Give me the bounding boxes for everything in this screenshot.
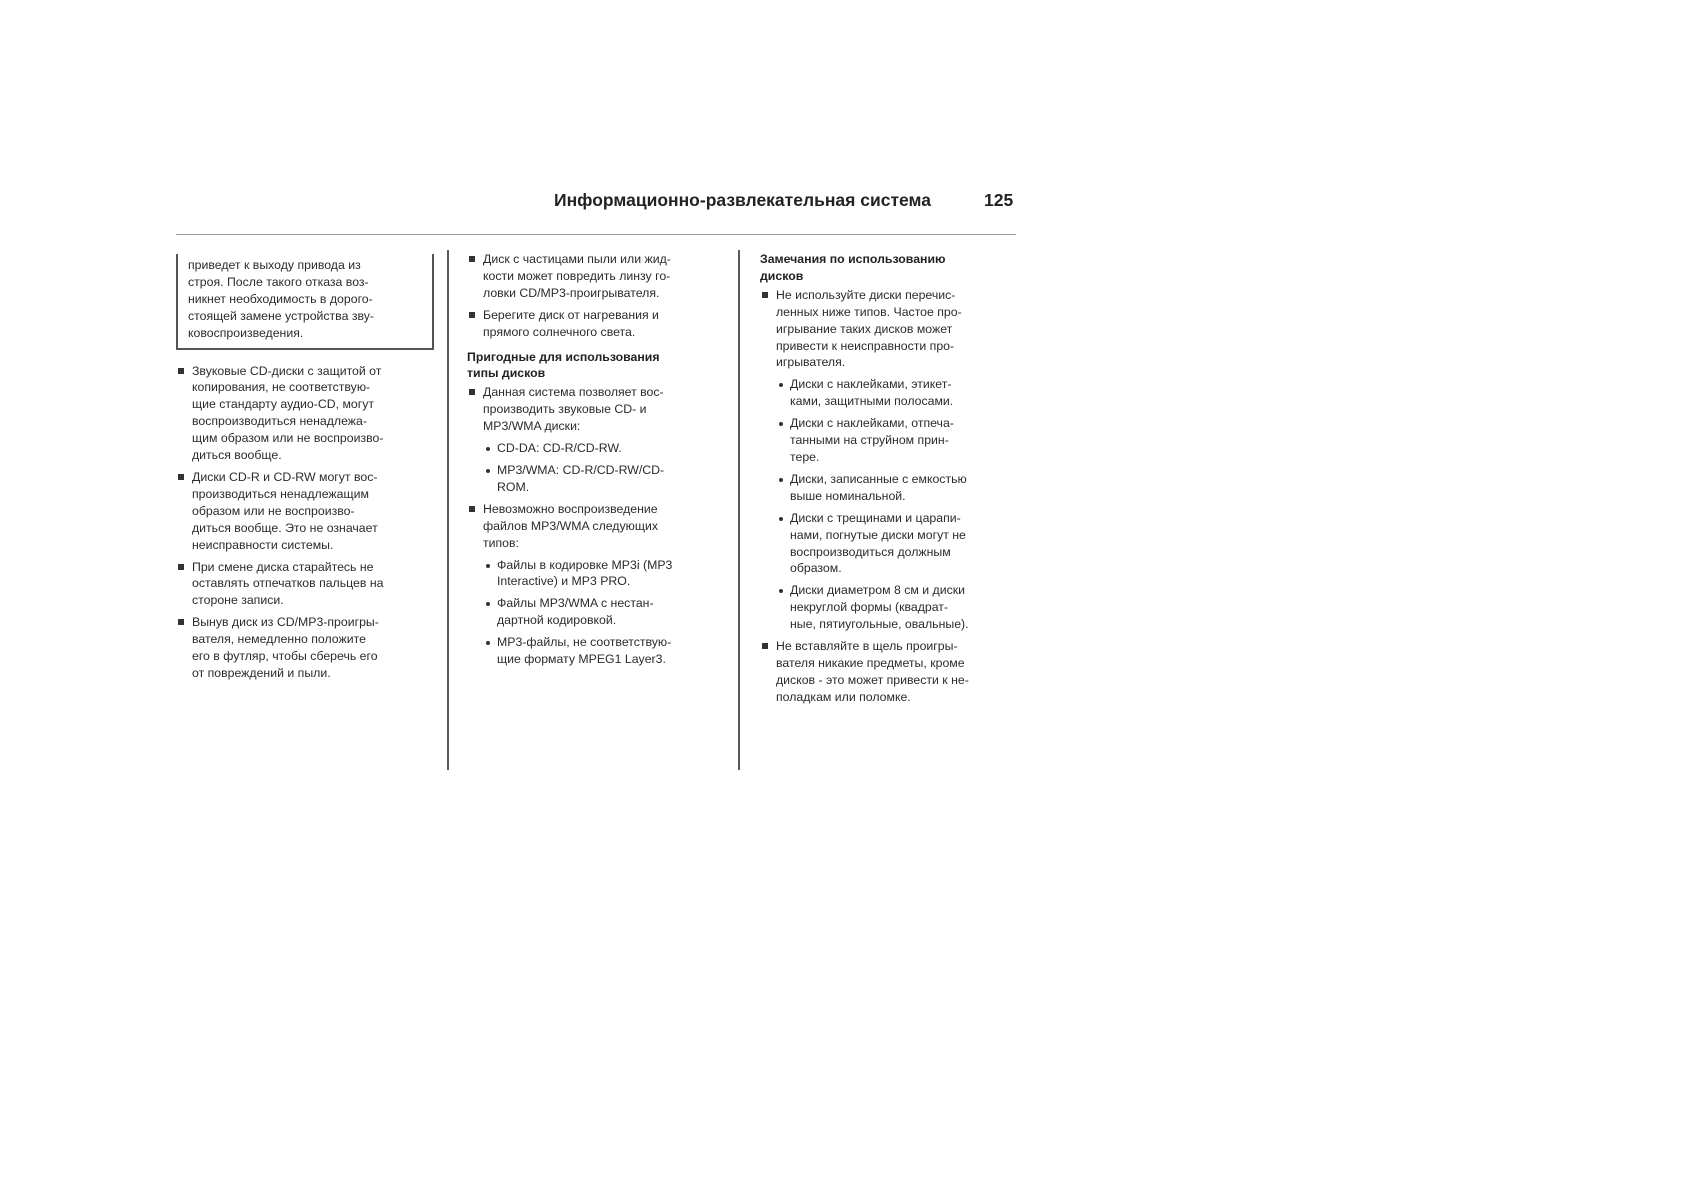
bullet-item (467, 384, 725, 435)
text-line: ловки CD/MP3-проигрывателя. (483, 285, 660, 300)
text-line: неисправности системы. (192, 537, 334, 552)
text-line: файлов MP3/WMA следующих (483, 518, 658, 533)
text-line: Пригодные для использования (467, 349, 660, 364)
notice-box (176, 254, 434, 350)
page-header (176, 190, 1016, 214)
section-heading (467, 349, 725, 383)
text-line: воспроизводиться должным (790, 544, 951, 559)
text-line: прямого солнечного света. (483, 324, 636, 339)
text-line: щие формату MPEG1 Layer3. (497, 652, 666, 667)
dot-bullet-icon (486, 447, 490, 451)
text-line: дисков (760, 268, 804, 283)
text-line: Диски с трещинами и царапи- (790, 510, 961, 525)
text-line: танными на струйном прин- (790, 433, 949, 448)
text-line: Диск с частицами пыли или жид- (483, 252, 671, 266)
text-line: кости может повредить линзу го- (483, 268, 671, 283)
column-divider-1 (447, 250, 449, 770)
dot-bullet-icon (779, 383, 783, 387)
text-line: При смене диска старайтесь не (192, 559, 374, 574)
text-line: Диски с наклейками, отпеча- (790, 416, 954, 431)
bullet-item (467, 501, 725, 552)
text-line: типов: (483, 535, 519, 550)
bullet-item (760, 638, 1020, 706)
text-line: Диски диаметром 8 см и диски (790, 583, 965, 598)
text-line: ные, пятиугольные, овальные). (790, 617, 969, 632)
bullet-item (760, 287, 1020, 372)
text-line: копирования, не соответствую- (192, 380, 371, 395)
text-line: Не вставляйте в щель проигры- (776, 639, 958, 654)
sub-bullet-item (467, 557, 725, 591)
text-line: производиться ненадлежащим (192, 486, 369, 501)
bullet-item (176, 614, 434, 682)
text-line: привести к неисправности про- (776, 338, 955, 353)
sub-bullet-item (467, 440, 725, 457)
sub-bullet-item (760, 471, 1020, 505)
text-line: Берегите диск от нагревания и (483, 307, 659, 322)
text-line: приведет к выходу привода из (188, 258, 361, 272)
text-line: стоящей замене устройства зву- (188, 308, 374, 323)
square-bullet-icon (178, 474, 184, 480)
text-line: игрывателя. (776, 355, 846, 370)
square-bullet-icon (469, 312, 475, 318)
square-bullet-icon (469, 256, 475, 262)
sub-bullet-item (467, 634, 725, 668)
text-line: тере. (790, 449, 820, 464)
text-line: Диски CD-R и CD-RW могут вос- (192, 469, 378, 484)
text-line: Невозможно воспроизведение (483, 501, 658, 516)
dot-bullet-icon (779, 478, 783, 482)
text-line: типы дисков (467, 366, 546, 381)
text-line: дисков - это может привести к не- (776, 672, 969, 687)
text-line: CD-DA: CD-R/CD-RW. (497, 441, 622, 456)
square-bullet-icon (469, 389, 475, 395)
text-line: ками, защитными полосами. (790, 394, 954, 409)
text-line: диться вообще. Это не означает (192, 520, 378, 535)
text-line: диться вообще. (192, 448, 282, 463)
sub-bullet-item (760, 510, 1020, 578)
square-bullet-icon (762, 292, 768, 298)
text-line: игрывание таких дисков может (776, 321, 953, 336)
text-line: нами, погнутые диски могут не (790, 527, 966, 542)
square-bullet-icon (178, 619, 184, 625)
text-line: щие стандарту аудио-CD, могут (192, 397, 375, 412)
header-divider (176, 234, 1016, 235)
dot-bullet-icon (486, 641, 490, 645)
text-line: ленных ниже типов. Частое про- (776, 304, 962, 319)
square-bullet-icon (762, 643, 768, 649)
text-line: его в футляр, чтобы сберечь его (192, 649, 378, 664)
column-2 (467, 251, 725, 673)
dot-bullet-icon (486, 469, 490, 473)
text-line: выше номинальной. (790, 488, 906, 503)
text-line: щим образом или не воспроизво- (192, 431, 384, 446)
bullet-item (176, 559, 434, 610)
sub-bullet-item (760, 376, 1020, 410)
page-number: 125 (984, 190, 1014, 210)
text-line: MP3-файлы, не соответствую- (497, 635, 672, 650)
square-bullet-icon (178, 564, 184, 570)
text-line: строя. После такого отказа воз- (188, 274, 369, 289)
text-line: стороне записи. (192, 593, 284, 608)
text-line: вателя, немедленно положите (192, 632, 366, 647)
sub-bullet-item (467, 462, 725, 496)
text-line: никнет необходимость в дорого- (188, 291, 373, 306)
dot-bullet-icon (486, 602, 490, 606)
column-1 (176, 251, 434, 687)
text-line: Interactive) и MP3 PRO. (497, 574, 631, 589)
text-line: ROM. (497, 479, 530, 494)
text-line: MP3/WMA: CD-R/CD-RW/CD- (497, 462, 665, 477)
sub-bullet-item (760, 415, 1020, 466)
sub-bullet-item (760, 582, 1020, 633)
text-line: поладкам или поломке. (776, 689, 911, 704)
text-line: воспроизводиться ненадлежа- (192, 414, 367, 429)
text-line: производить звуковые CD- и (483, 402, 647, 417)
text-line: Данная система позволяет вос- (483, 385, 664, 400)
text-line: вателя никакие предметы, кроме (776, 655, 965, 670)
text-line: ковоспроизведения. (188, 325, 304, 340)
text-line: Звуковые CD-диски с защитой от (192, 363, 382, 378)
square-bullet-icon (178, 368, 184, 374)
column-divider-2 (738, 250, 740, 770)
text-line: Не используйте диски перечис- (776, 287, 956, 302)
text-line: оставлять отпечатков пальцев на (192, 576, 384, 591)
square-bullet-icon (469, 506, 475, 512)
text-line: Вынув диск из CD/MP3-проигры- (192, 615, 379, 630)
bullet-item (176, 469, 434, 554)
text-line: образом или не воспроизво- (192, 503, 355, 518)
sub-bullet-item (467, 595, 725, 629)
bullet-item (467, 307, 725, 341)
text-line: MP3/WMA диски: (483, 419, 581, 434)
text-line: дартной кодировкой. (497, 613, 617, 628)
column-3 (760, 251, 1020, 711)
text-line: Диски, записанные с емкостью (790, 471, 967, 486)
section-heading (760, 251, 1020, 285)
text-line: Файлы в кодировке MP3i (MP3 (497, 557, 673, 572)
text-line: Замечания по использованию (760, 252, 946, 266)
text-line: образом. (790, 561, 842, 576)
header-title: Информационно-развлекательная система (554, 190, 931, 210)
dot-bullet-icon (779, 589, 783, 593)
bullet-item (176, 363, 434, 464)
dot-bullet-icon (486, 564, 490, 568)
dot-bullet-icon (779, 517, 783, 521)
bullet-item (467, 251, 725, 302)
text-line: Диски с наклейками, этикет- (790, 377, 952, 392)
text-line: Файлы MP3/WMA с нестан- (497, 596, 654, 611)
dot-bullet-icon (779, 422, 783, 426)
text-line: от повреждений и пыли. (192, 665, 331, 680)
text-line: некруглой формы (квадрат- (790, 600, 949, 615)
